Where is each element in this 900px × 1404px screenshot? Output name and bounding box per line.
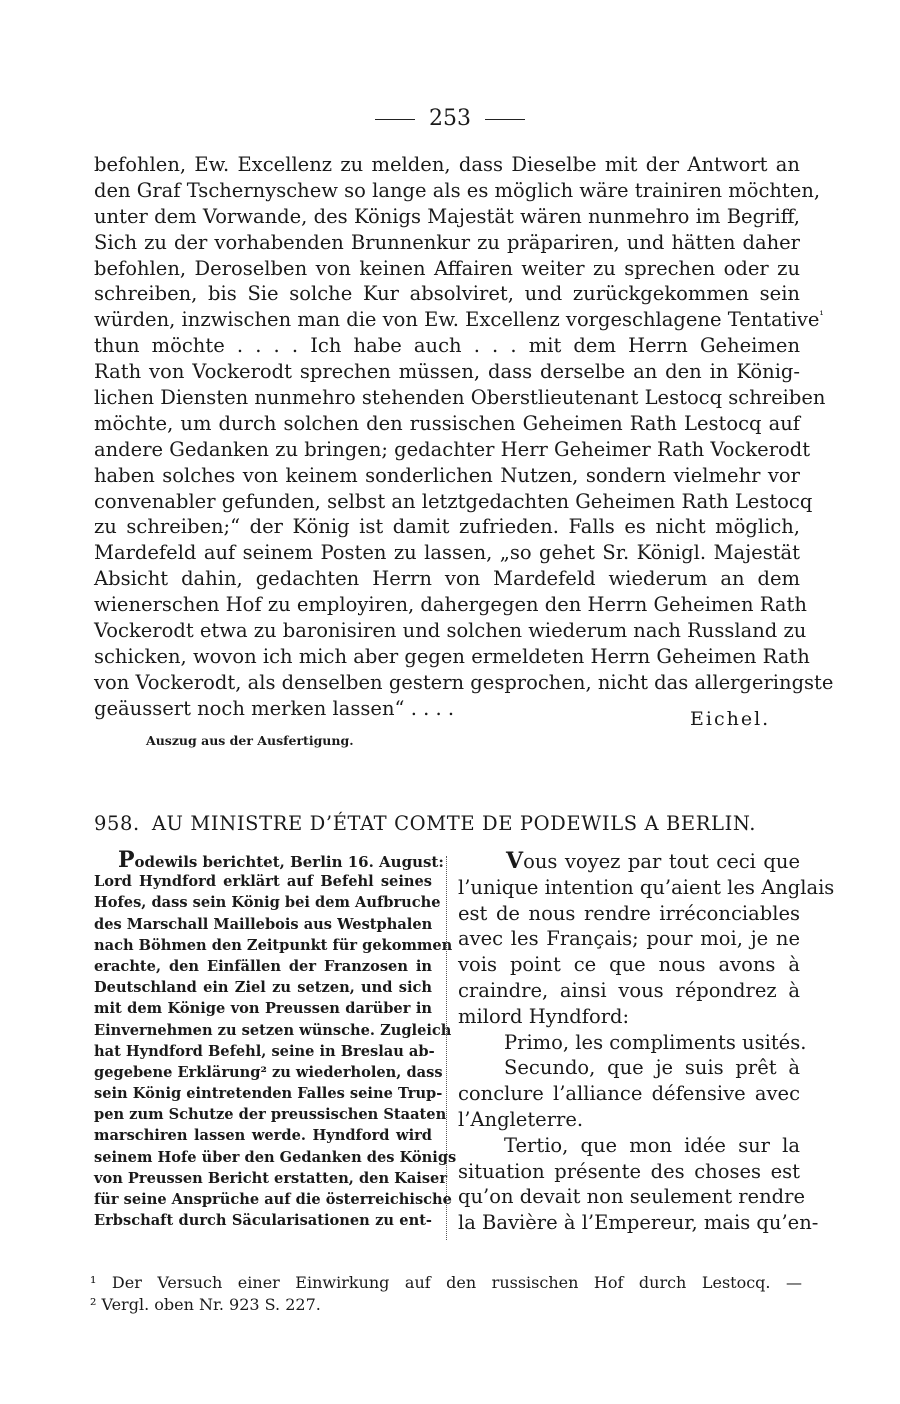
summary-line: pen zum Schutze der preussischen Staaten bbox=[94, 1106, 447, 1124]
text-line: wienerschen Hof zu employiren, dahergegen den Herrn Geheimen Rath bbox=[94, 593, 807, 617]
letter-column bbox=[458, 848, 835, 1236]
main-text bbox=[94, 152, 834, 722]
summary-line: Hofes, dass sein König bei dem Aufbruche bbox=[94, 894, 441, 912]
text-line: schicken, wovon ich mich aber gegen ermeldeten Herrn Geheimen Rath bbox=[94, 644, 810, 668]
text-line: unter dem Vorwande, des Königs Majestät wären nunmehro im Begriff, bbox=[94, 204, 800, 228]
summary-line: Einvernehmen zu setzen wünsche. Zugleich bbox=[94, 1021, 452, 1039]
page-number bbox=[0, 106, 900, 131]
footnote: ² Vergl. oben Nr. 923 S. 227. bbox=[90, 1295, 321, 1314]
summary-line: erachte, den Einfällen der Franzosen in bbox=[94, 957, 432, 975]
letter-line: Primo, les compliments usités. bbox=[504, 1030, 807, 1054]
summary-line: nach Böhmen den Zeitpunkt für gekommen bbox=[94, 936, 453, 954]
drop-initial: V bbox=[506, 848, 524, 874]
letter-line: l’unique intention qu’aient les Anglais bbox=[458, 875, 835, 899]
footnote: ¹ Der Versuch einer Einwirkung auf den russischen Hof durch Lestocq. — bbox=[90, 1273, 802, 1292]
text-line: schreiben, bis Sie solche Kur absolviret, und zurückgekommen sein bbox=[94, 282, 800, 306]
summary-first-line bbox=[94, 847, 444, 873]
text-line: zu schreiben;“ der König ist damit zufrieden. Falls es nicht möglich, bbox=[94, 515, 800, 539]
document-heading bbox=[94, 812, 800, 835]
letter-line: milord Hyndford: bbox=[458, 1004, 630, 1028]
summary-first-line-text: odewils berichtet, Berlin 16. August: bbox=[134, 853, 444, 871]
text-line-with-footnote bbox=[94, 307, 824, 333]
summary-column bbox=[94, 847, 457, 1231]
summary-line: hat Hyndford Befehl, seine in Breslau ab- bbox=[94, 1042, 435, 1060]
letter-first-line-text: ous voyez par tout ceci que bbox=[523, 850, 800, 873]
letter-line: situation présente des choses est bbox=[458, 1159, 800, 1183]
text-line: befohlen, Deroselben von keinen Affairen weiter zu sprechen oder zu bbox=[94, 256, 800, 280]
text-line-content: würden, inzwischen man die von Ew. Excellenz vorgeschlagene Tentative bbox=[94, 308, 820, 332]
letter-line: vois point ce que nous avons à bbox=[458, 953, 800, 977]
letter-line: la Bavière à l’Empereur, mais qu’en- bbox=[458, 1211, 819, 1235]
letter-line: craindre, ainsi vous répondrez à bbox=[458, 978, 800, 1002]
summary-line: für seine Ansprüche auf die österreichische bbox=[94, 1191, 452, 1208]
text-line: haben solches von keinem sonderlichen Nutzen, sondern vielmehr vor bbox=[94, 463, 800, 487]
text-line: Mardefeld auf seinem Posten zu lassen, „so gehet Sr. Königl. Majestät bbox=[94, 541, 800, 565]
rule-left bbox=[375, 119, 415, 120]
footnotes bbox=[90, 1272, 802, 1316]
letter-line: est de nous rendre irréconciables bbox=[458, 901, 800, 925]
text-line: von Vockerodt, als denselben gestern gesprochen, nicht das allergeringste bbox=[94, 670, 834, 694]
summary-line: des Marschall Maillebois aus Westphalen bbox=[94, 915, 433, 933]
text-line: thun möchte . . . . Ich habe auch . . . mit dem Herrn Geheimen bbox=[94, 334, 800, 358]
drop-initial: P bbox=[118, 847, 135, 873]
summary-line: marschiren lassen werde. Hyndford wird bbox=[94, 1127, 432, 1145]
letter-line: Secundo, que je suis prêt à bbox=[504, 1056, 800, 1080]
summary-line: von Preussen Bericht erstatten, den Kaiser bbox=[94, 1169, 448, 1187]
text-line: Absicht dahin, gedachten Herrn von Mardefeld wiederum an dem bbox=[94, 567, 800, 591]
text-line: befohlen, Ew. Excellenz zu melden, dass Dieselbe mit der Antwort an bbox=[94, 153, 800, 176]
text-line: andere Gedanken zu bringen; gedachter Herr Geheimer Rath Vockerodt bbox=[94, 437, 811, 461]
summary-line: seinem Hofe über den Gedanken des Königs bbox=[94, 1148, 457, 1166]
letter-line: Tertio, que mon idée sur la bbox=[504, 1133, 800, 1157]
summary-line: Deutschland ein Ziel zu setzen, und sich bbox=[94, 979, 432, 997]
letter-line: qu’on devait non seulement rendre bbox=[458, 1185, 806, 1209]
document-title: AU MINISTRE D’ÉTAT COMTE DE PODEWILS A BERLIN. bbox=[151, 812, 757, 835]
footnote-marker: ¹ bbox=[819, 308, 824, 322]
signature: Eichel. bbox=[690, 708, 771, 730]
letter-line: l’Angleterre. bbox=[458, 1107, 584, 1131]
text-line: den Graf Tschernyschew so lange als es möglich wäre trainiren möchten, bbox=[94, 178, 821, 202]
text-line: Vockerodt etwa zu baronisiren und solchen wiederum nach Russland zu bbox=[94, 619, 807, 643]
page-number-text: 253 bbox=[429, 106, 471, 131]
summary-line: mit dem Könige von Preussen darüber in bbox=[94, 1000, 432, 1018]
summary-line: gegebene Erklärung² zu wiederholen, dass bbox=[94, 1063, 443, 1081]
text-line: lichen Diensten nunmehro stehenden Oberstlieutenant Lestocq schreiben bbox=[94, 386, 826, 410]
text-line: Rath von Vockerodt sprechen müssen, dass derselbe an den in König- bbox=[94, 360, 800, 384]
text-line: möchte, um durch solchen den russischen Geheimen Rath Lestocq auf bbox=[94, 411, 800, 435]
summary-line: Erbschaft durch Säcularisationen zu ent- bbox=[94, 1212, 432, 1230]
column-divider bbox=[446, 856, 447, 1240]
source-note: Auszug aus der Ausfertigung. bbox=[146, 733, 354, 748]
text-line: Sich zu der vorhabenden Brunnenkur zu präpariren, und hätten daher bbox=[94, 230, 800, 254]
summary-line: Lord Hyndford erklärt auf Befehl seines bbox=[94, 873, 432, 891]
letter-line: conclure l’alliance défensive avec bbox=[458, 1082, 800, 1106]
letter-line: avec les Français; pour moi, je ne bbox=[458, 927, 800, 951]
rule-right bbox=[485, 119, 525, 120]
summary-line: sein König eintretenden Falles seine Trup- bbox=[94, 1085, 443, 1103]
text-line: geäussert noch merken lassen“ . . . . bbox=[94, 696, 455, 720]
letter-first-line bbox=[458, 849, 800, 875]
document-number: 958. bbox=[94, 812, 140, 835]
text-line: convenabler gefunden, selbst an letztgedachten Geheimen Rath Lestocq bbox=[94, 489, 813, 513]
